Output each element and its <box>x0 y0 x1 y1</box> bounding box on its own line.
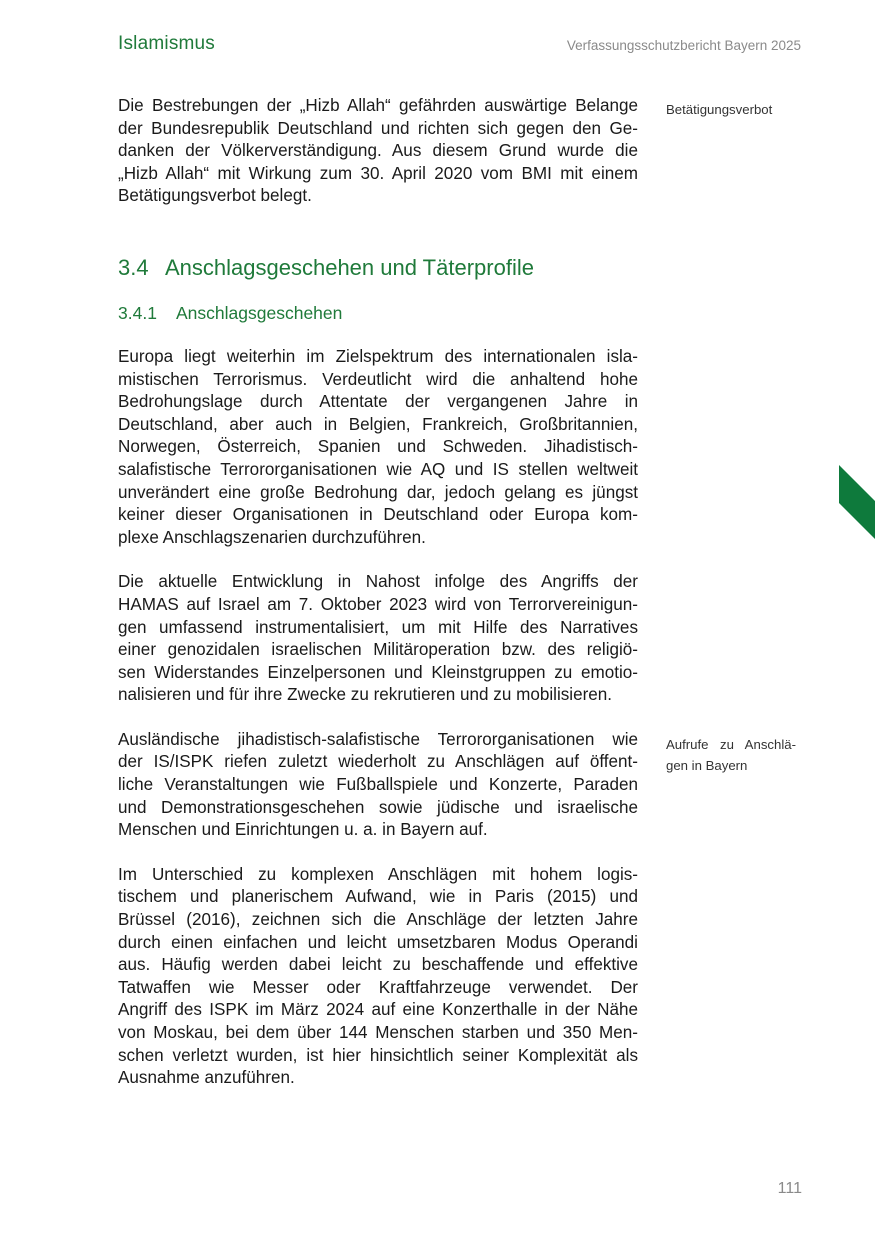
text-line: Betätigungsverbot belegt. <box>118 186 312 206</box>
text-line: Menschen und Einrichtungen u. a. in Bayern auf. <box>118 820 488 840</box>
text-line: mistischen Terrorismus. Verdeutlicht wird die anhaltend hohe <box>118 369 638 389</box>
text-line: Norwegen, Österreich, Spanien und Schweden. Jihadistisch- <box>118 437 638 457</box>
margin-note-betaetigungsverbot: Betätigungsverbot <box>666 102 773 117</box>
text-line: keiner dieser Organisationen in Deutschland oder Europa kom- <box>118 505 638 525</box>
chapter-tab-shape <box>839 465 875 539</box>
text-line: Im Unterschied zu komplexen Anschlägen mit hohem logis- <box>118 864 638 884</box>
subsection-heading-3-4-1 <box>118 302 638 324</box>
section-title: Anschlagsgeschehen und Täterprofile <box>165 254 534 280</box>
text-line: „Hizb Allah“ mit Wirkung zum 30. April 2020 vom BMI mit einem <box>118 163 638 183</box>
paragraph-intro <box>118 95 638 208</box>
text-line: der Bundesrepublik Deutschland und richten sich gegen den Ge- <box>118 118 638 138</box>
subsection-number: 3.4.1 <box>118 302 157 323</box>
text-line: danken der Völkerverständigung. Aus diesem Grund wurde die <box>118 141 638 161</box>
text-line: Aufrufe zu Anschlä- <box>666 737 796 752</box>
section-heading-3-4 <box>118 254 638 282</box>
text-line: aus. Häufig werden dabei leicht zu beschaffende und effektive <box>118 955 638 975</box>
text-line: tischem und planerischem Aufwand, wie in Paris (2015) und <box>118 887 638 907</box>
main-text-column <box>118 95 638 1090</box>
text-line: durch einen einfachen und leicht umsetzbaren Modus Operandi <box>118 932 638 952</box>
paragraph-modus-operandi <box>118 864 638 1090</box>
paragraph-middle-east <box>118 571 638 707</box>
text-line: sen Widerstandes Einzelpersonen und Kleinstgruppen zu emotio- <box>118 662 638 682</box>
text-line: gen in Bayern <box>666 758 748 773</box>
text-line: plexe Anschlagszenarien durchzuführen. <box>118 527 426 547</box>
text-line: gen umfassend instrumentalisiert, um mit Hilfe des Narratives <box>118 617 638 637</box>
text-line: schen verletzt wurden, ist hier hinsichtlich seiner Komplexität als <box>118 1045 638 1065</box>
text-line: nalisieren und für ihre Zwecke zu rekrutieren und zu mobilisieren. <box>118 685 613 705</box>
text-line: Ausnahme anzuführen. <box>118 1068 295 1088</box>
section-number: 3.4 <box>118 254 149 280</box>
text-line: Die aktuelle Entwicklung in Nahost infolge des Angriffs der <box>118 572 638 592</box>
text-line: Angriff des ISPK im März 2024 auf eine Konzerthalle in der Nähe <box>118 1000 638 1020</box>
text-line: Europa liegt weiterhin im Zielspektrum des internationalen isla- <box>118 346 638 366</box>
text-line: einer genozidalen israelischen Militäroperation bzw. des religiö- <box>118 640 638 660</box>
text-line: Tatwaffen wie Messer oder Kraftfahrzeuge verwendet. Der <box>118 977 638 997</box>
paragraph-calls-to-attack <box>118 729 638 842</box>
running-header-section: Islamismus <box>118 33 216 54</box>
running-header-publication: Verfassungsschutzbericht Bayern 2025 <box>566 38 801 53</box>
margin-note-aufrufe <box>666 734 796 776</box>
text-line: Deutschland, aber auch in Belgien, Frankreich, Großbritannien, <box>118 414 638 434</box>
page-number: 111 <box>777 1180 802 1197</box>
paragraph-europe-threat <box>118 346 638 549</box>
text-line: HAMAS auf Israel am 7. Oktober 2023 wird von Terrorvereinigun- <box>118 594 638 614</box>
text-line: Die Bestrebungen der „Hizb Allah“ gefährden auswärtige Belange <box>118 96 638 115</box>
text-line: Ausländische jihadistisch-salafistische Terrororganisationen wie <box>118 729 638 749</box>
text-line: und Demonstrationsgeschehen sowie jüdische und israelische <box>118 797 638 817</box>
text-line: liche Veranstaltungen wie Fußballspiele und Konzerte, Paraden <box>118 775 638 795</box>
text-line: unverändert eine große Bedrohung dar, jedoch gelang es jüngst <box>118 482 638 502</box>
text-line: Brüssel (2016), zeichnen sich die Anschläge der letzten Jahre <box>118 910 638 930</box>
text-line: salafistische Terrororganisationen wie AQ und IS stellen weltweit <box>118 459 638 479</box>
text-line: Bedrohungslage durch Attentate der vergangenen Jahre in <box>118 392 638 412</box>
text-line: der IS/ISPK riefen zuletzt wiederholt zu Anschlägen auf öffent- <box>118 752 638 772</box>
text-line: von Moskau, bei dem über 144 Menschen starben und 350 Men- <box>118 1023 638 1042</box>
chapter-tab-marker <box>839 465 875 539</box>
subsection-title: Anschlagsgeschehen <box>176 302 343 323</box>
